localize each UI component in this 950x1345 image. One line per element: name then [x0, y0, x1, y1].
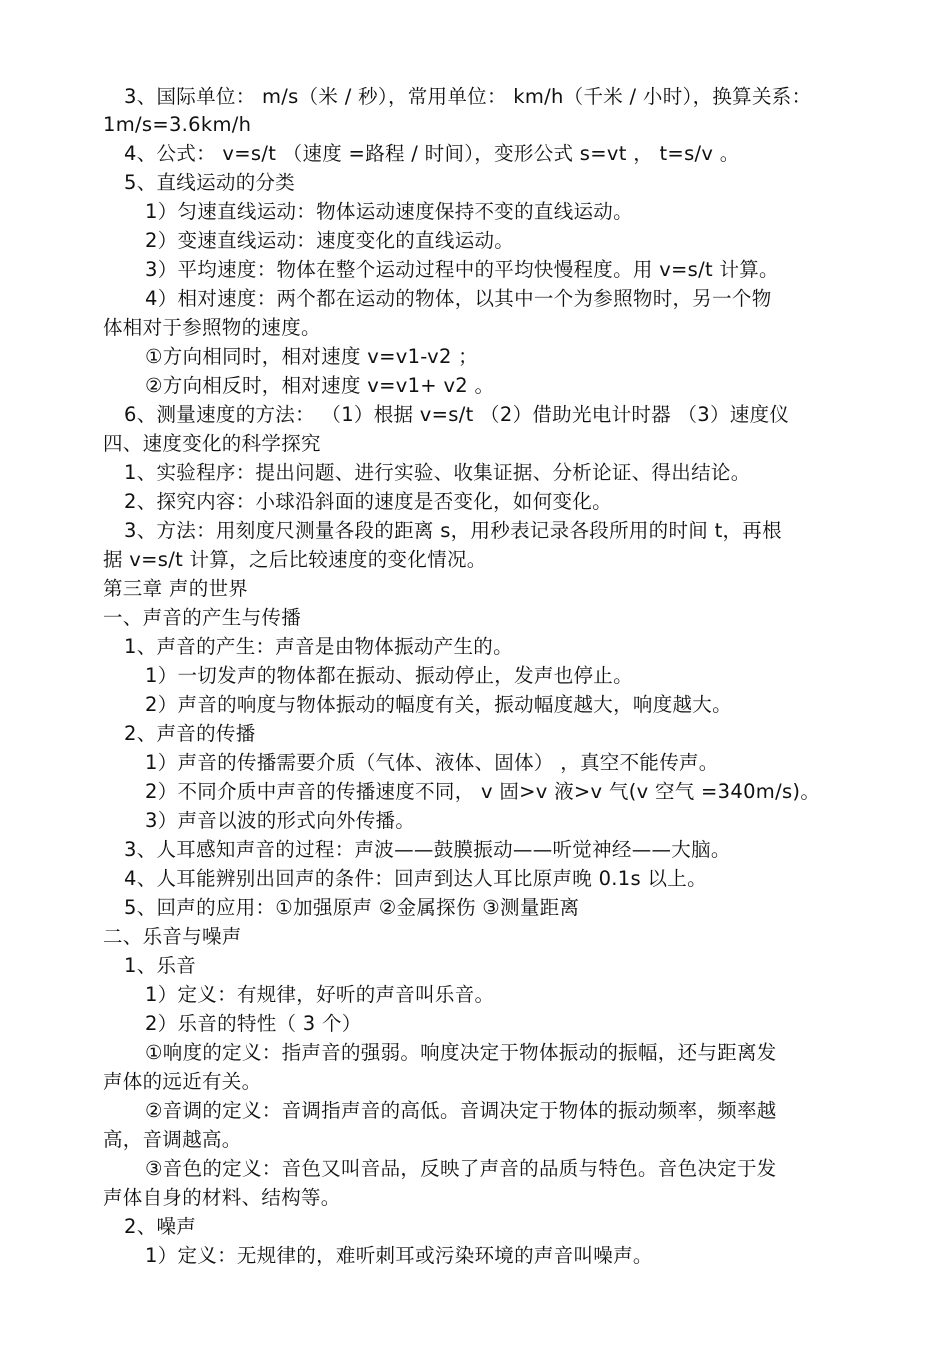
text-line: 3）平均速度：物体在整个运动过程中的平均快慢程度。用 v=s/t 计算。: [145, 258, 779, 281]
text-line: 1、实验程序：提出问题、进行实验、收集证据、分析论证、得出结论。: [124, 461, 751, 484]
text-line: 3）声音以波的形式向外传播。: [145, 809, 416, 832]
text-line: ②方向相反时，相对速度 v=v1+ v2 。: [145, 374, 495, 397]
text-line: 1）定义：有规律，好听的声音叫乐音。: [145, 983, 495, 1006]
text-line: 声体的远近有关。: [103, 1070, 262, 1093]
text-line: 1）声音的传播需要介质（气体、液体、固体） ，真空不能传声。: [145, 751, 719, 774]
text-line: ②音调的定义：音调指声音的高低。音调决定于物体的振动频率，频率越: [145, 1099, 777, 1122]
text-line: 1）定义：无规律的，难听刺耳或污染环境的声音叫噪声。: [145, 1244, 653, 1267]
text-line: 高，音调越高。: [103, 1128, 242, 1151]
chapter-heading: 第三章 声的世界: [103, 577, 249, 600]
text-line: ③音色的定义：音色又叫音品，反映了声音的品质与特色。音色决定于发: [145, 1157, 777, 1180]
text-line: 声体自身的材料、结构等。: [103, 1186, 341, 1209]
text-line: 2）变速直线运动：速度变化的直线运动。: [145, 229, 515, 252]
text-line: 4、公式： v=s/t （速度 =路程 / 时间），变形公式 s=vt ， t=s/v 。: [124, 142, 740, 165]
text-line: 2）不同介质中声音的传播速度不同， v 固>v 液>v 气(v 空气 =340m/s)。: [145, 780, 821, 803]
section-heading: 2、噪声: [124, 1215, 197, 1238]
text-line: 3、国际单位： m/s（米 / 秒），常用单位： km/h（千米 / 小时），换算关系：: [124, 85, 812, 108]
text-line: 2）乐音的特性（ 3 个）: [145, 1012, 362, 1035]
text-line: 4、人耳能辨别出回声的条件：回声到达人耳比原声晚 0.1s 以上。: [124, 867, 707, 890]
text-line: 据 v=s/t 计算，之后比较速度的变化情况。: [103, 548, 487, 571]
text-line: 1）一切发声的物体都在振动、振动停止，发声也停止。: [145, 664, 633, 687]
text-line: 体相对于参照物的速度。: [103, 316, 321, 339]
text-line: 1m/s=3.6km/h: [103, 113, 252, 136]
text-line: 2）声音的响度与物体振动的幅度有关，振动幅度越大，响度越大。: [145, 693, 732, 716]
text-line: 4）相对速度：两个都在运动的物体，以其中一个为参照物时，另一个物: [145, 287, 772, 310]
section-heading: 1、乐音: [124, 954, 197, 977]
text-line: 2、探究内容：小球沿斜面的速度是否变化，如何变化。: [124, 490, 612, 513]
section-heading: 四、速度变化的科学探究: [103, 432, 321, 455]
section-heading: 2、声音的传播: [124, 722, 256, 745]
text-line: 1）匀速直线运动：物体运动速度保持不变的直线运动。: [145, 200, 633, 223]
text-line: 3、方法：用刻度尺测量各段的距离 s，用秒表记录各段所用的时间 t，再根: [124, 519, 782, 542]
text-line: ①方向相同时，相对速度 v=v1-v2 ；: [145, 345, 478, 368]
section-heading: 一、声音的产生与传播: [103, 606, 302, 629]
text-line: 3、人耳感知声音的过程：声波——鼓膜振动——听觉神经——大脑。: [124, 838, 731, 861]
text-line: 6、测量速度的方法： （1）根据 v=s/t （2）借助光电计时器 （3）速度仪: [124, 403, 790, 426]
section-heading: 5、直线运动的分类: [124, 171, 296, 194]
text-line: ①响度的定义：指声音的强弱。响度决定于物体振动的振幅，还与距离发: [145, 1041, 777, 1064]
section-heading: 二、乐音与噪声: [103, 925, 242, 948]
text-line: 1、声音的产生：声音是由物体振动产生的。: [124, 635, 513, 658]
text-line: 5、回声的应用：①加强原声 ②金属探伤 ③测量距离: [124, 896, 580, 919]
